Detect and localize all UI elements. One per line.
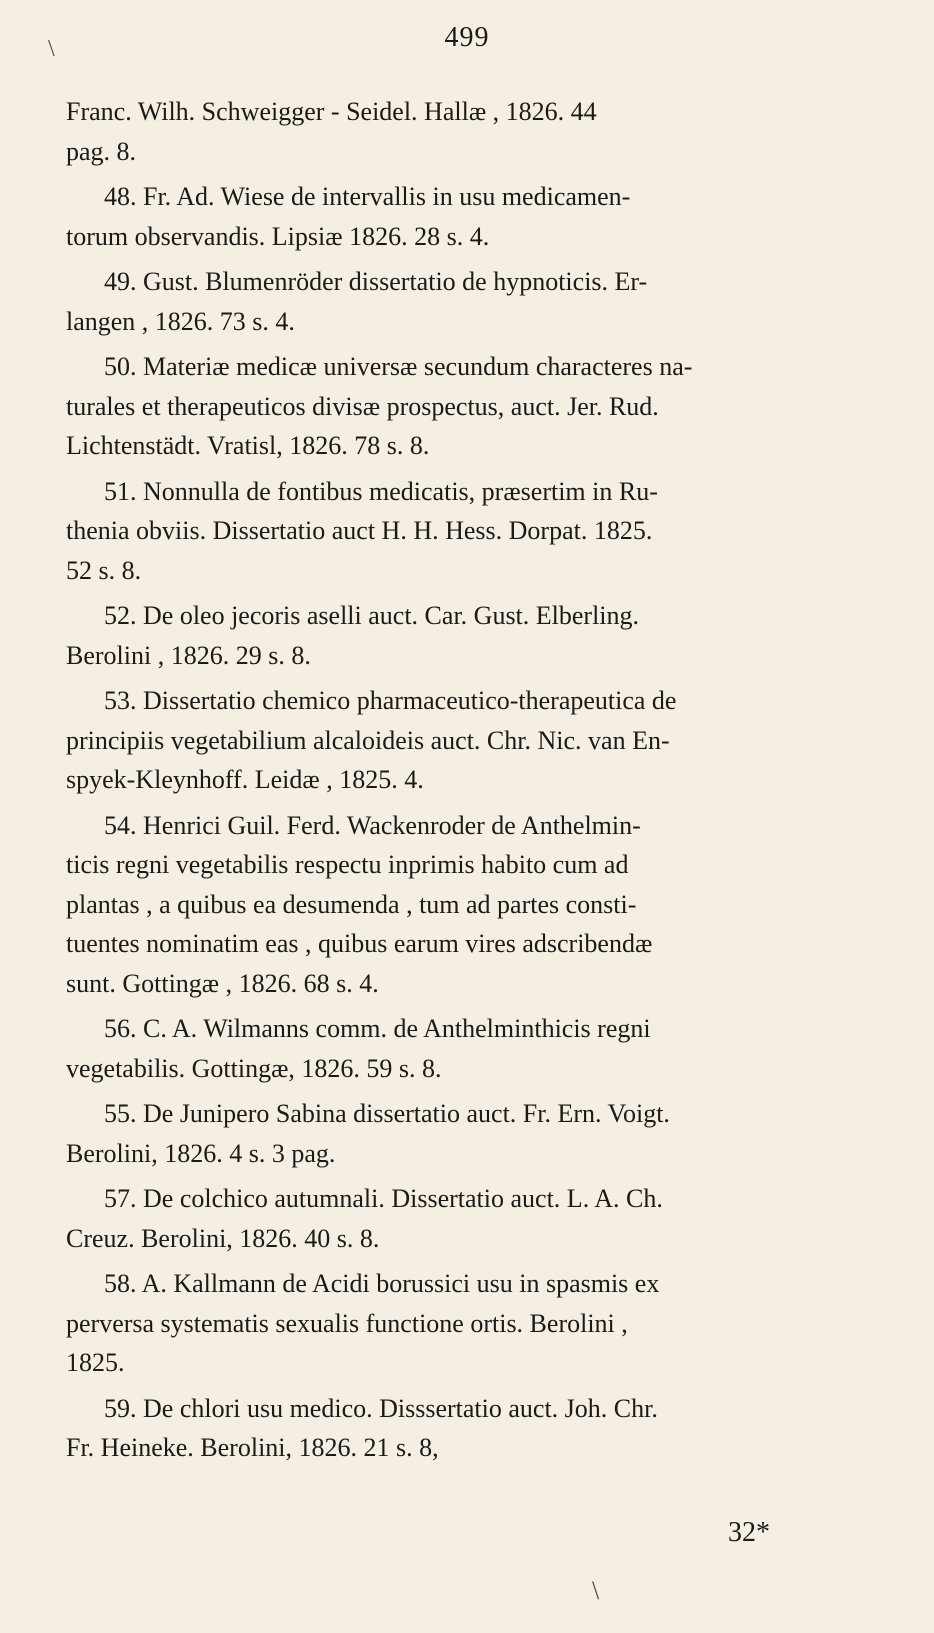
entry-line: 58. A. Kallmann de Acidi borussici usu in spasmis ex	[104, 1269, 660, 1298]
entry-line: Franc. Wilh. Schweigger - Seidel. Hallæ , 1826. 44	[66, 97, 597, 126]
entry-line: 48. Fr. Ad. Wiese de intervallis in usu medicamen-	[104, 182, 631, 211]
bibliography-entry	[66, 1009, 880, 1088]
entry-line: vegetabilis. Gottingæ, 1826. 59 s. 8.	[66, 1053, 442, 1083]
entry-line: 54. Henrici Guil. Ferd. Wackenroder de Anthelmin-	[104, 810, 641, 840]
entry-line: 1825.	[66, 1348, 125, 1377]
entry-line: torum observandis. Lipsiæ 1826. 28 s. 4.	[66, 221, 490, 251]
entry-line: 52. De oleo jecoris aselli auct. Car. Gust. Elberling.	[104, 601, 640, 630]
entry-line: 59. De chlori usu medico. Disssertatio auct. Joh. Chr.	[104, 1393, 658, 1423]
bibliography-entry	[66, 347, 880, 466]
page-number: 499	[444, 22, 490, 53]
entry-line: Fr. Heineke. Berolini, 1826. 21 s. 8,	[66, 1433, 439, 1462]
bibliography-entry	[66, 806, 880, 1004]
bibliography-entry	[66, 472, 880, 591]
entry-line: thenia obviis. Dissertatio auct H. H. Hess. Dorpat. 1825.	[66, 516, 653, 545]
signature-mark: 32*	[728, 1517, 770, 1548]
bibliography-entry	[66, 596, 880, 675]
entry-line: Berolini, 1826. 4 s. 3 pag.	[66, 1138, 336, 1168]
entry-line: 56. C. A. Wilmanns comm. de Anthelminthicis regni	[104, 1014, 651, 1043]
entry-line: plantas , a quibus ea desumenda , tum ad partes consti-	[66, 889, 637, 919]
entry-line: Berolini , 1826. 29 s. 8.	[66, 640, 311, 670]
corner-mark: \	[48, 36, 55, 62]
entry-line: 52 s. 8.	[66, 555, 142, 585]
entry-line: 55. De Junipero Sabina dissertatio auct. Fr. Ern. Voigt.	[104, 1099, 670, 1128]
entry-line: 53. Dissertatio chemico pharmaceutico-therapeutica de	[104, 686, 677, 715]
bibliography-entry	[66, 177, 880, 256]
entry-line: 51. Nonnulla de fontibus medicatis, præsertim in Ru-	[104, 476, 658, 506]
bibliography-entry	[66, 1179, 880, 1258]
bibliography-text	[66, 92, 880, 1474]
bibliography-entry	[66, 1264, 880, 1383]
entry-line: 49. Gust. Blumenröder dissertatio de hypnoticis. Er-	[104, 267, 648, 296]
bibliography-entry	[66, 92, 880, 171]
entry-line: langen , 1826. 73 s. 4.	[66, 306, 295, 336]
entry-line: sunt. Gottingæ , 1826. 68 s. 4.	[66, 968, 379, 998]
entry-line: pag. 8.	[66, 136, 137, 166]
entry-line: ticis regni vegetabilis respectu inprimis habito cum ad	[66, 850, 629, 879]
entry-line: tuentes nominatim eas , quibus earum vires adscribendæ	[66, 929, 653, 958]
bibliography-entry	[66, 681, 880, 800]
entry-line: Lichtenstädt. Vratisl, 1826. 78 s. 8.	[66, 431, 430, 460]
bottom-mark: \	[592, 1576, 600, 1605]
entry-line: Creuz. Berolini, 1826. 40 s. 8.	[66, 1223, 380, 1253]
entry-line: turales et therapeuticos divisæ prospectus, auct. Jer. Rud.	[66, 391, 659, 421]
bibliography-entry	[66, 1389, 880, 1468]
bibliography-entry	[66, 262, 880, 341]
bibliography-entry	[66, 1094, 880, 1173]
entry-line: spyek-Kleynhoff. Leidæ , 1825. 4.	[66, 765, 424, 794]
entry-line: principiis vegetabilium alcaloideis auct. Chr. Nic. van En-	[66, 725, 670, 755]
entry-line: 50. Materiæ medicæ universæ secundum characteres na-	[104, 352, 693, 381]
entry-line: 57. De colchico autumnali. Dissertatio auct. L. A. Ch.	[104, 1184, 663, 1213]
entry-line: perversa systematis sexualis functione ortis. Berolini ,	[66, 1308, 628, 1338]
